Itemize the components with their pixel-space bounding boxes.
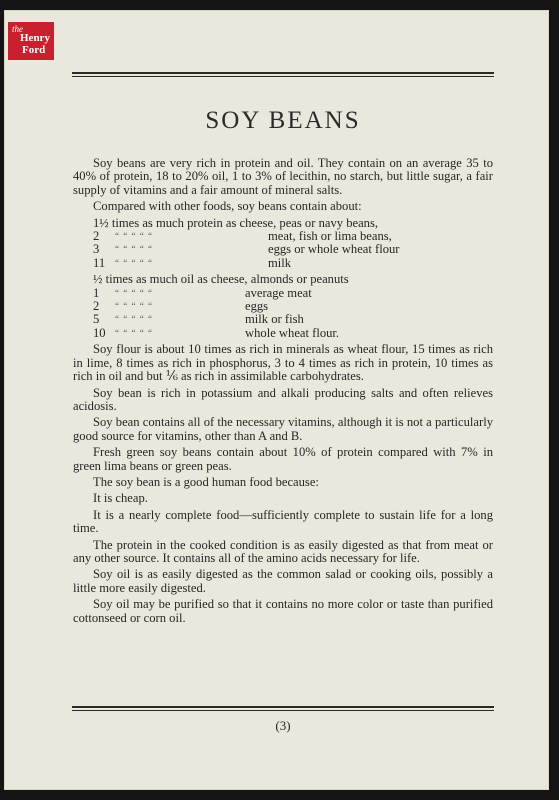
good-food-paragraph: The soy bean is a good human food because: (93, 474, 319, 489)
soy-oil-digest-paragraph: Soy oil is as easily digested as the common salad or cooking oils, possibly a little more easily digested. (73, 567, 493, 595)
oil-multiplier: 2 (93, 299, 100, 314)
oil-comparison (93, 273, 493, 340)
ditto-marks: “ “ “ “ “ (115, 287, 153, 298)
ditto-marks: “ “ “ “ “ (115, 327, 153, 338)
protein-comparison (93, 217, 493, 271)
oil-row (93, 300, 493, 313)
protein-multiplier: 11 (93, 255, 106, 270)
protein-row (93, 257, 493, 270)
oil-multiplier: 5 (93, 312, 100, 327)
ditto-marks: “ “ “ “ “ (115, 257, 153, 268)
oil-row (93, 313, 493, 326)
ditto-marks: “ “ “ “ “ (115, 301, 153, 312)
bottom-double-rule (72, 706, 494, 712)
protein-row (93, 230, 493, 243)
oil-item: whole wheat flour. (245, 325, 340, 340)
oil-row (93, 287, 493, 300)
protein-multiplier: 3 (93, 242, 100, 257)
oil-item: milk or fish (245, 312, 304, 327)
oil-multiplier: 10 (93, 325, 106, 340)
soy-flour-paragraph: Soy flour is about 10 times as rich in minerals as wheat flour, 15 times as rich in lime, 8 times as rich in phosphorus, 3 to 4 times as rich in protein, 10 times as rich in oil and but ⅙ as rich in assimilable carbohydrates. (73, 342, 493, 384)
soy-oil-purified-paragraph: Soy oil may be purified so that it contains no more color or taste than purified cottonseed or corn oil. (73, 597, 493, 625)
potassium-paragraph: Soy bean is rich in potassium and alkali producing salts and often relieves acidosis. (73, 385, 493, 413)
oil-item: eggs (245, 299, 269, 314)
oil-first-row: ½ times as much oil as cheese, almonds or peanuts (93, 272, 349, 287)
article-body (73, 157, 493, 628)
protein-row (93, 243, 493, 256)
ditto-marks: “ “ “ “ “ (115, 244, 153, 255)
logo-line-1: the (12, 24, 23, 34)
page-number: (3) (275, 718, 291, 733)
protein-digest-paragraph: The protein in the cooked condition is as easily digested as that from meat or any other source. It contains all of the amino acids necessary for life. (73, 537, 493, 565)
intro-paragraph: Soy beans are very rich in protein and oil. They contain on an average 35 to 40% of protein, 18 to 20% oil, 1 to 3% of lecithin, no starch, but little sugar, a fair supply of vitamins and a fair amount of mineral salts. (73, 156, 493, 197)
protein-item: meat, fish or lima beans, (268, 229, 392, 244)
page-title: SOY BEANS (205, 107, 361, 134)
logo-line-2: Henry (20, 32, 50, 44)
oil-row (93, 327, 493, 340)
ditto-marks: “ “ “ “ “ (115, 314, 153, 325)
compared-heading: Compared with other foods, soy beans contain about: (93, 199, 362, 214)
protein-first-row: 1½ times as much protein as cheese, peas or navy beans, (93, 215, 379, 230)
cheap-paragraph: It is cheap. (93, 491, 148, 506)
oil-multiplier: 1 (93, 285, 100, 300)
logo-line-3: Ford (22, 44, 46, 56)
protein-item: milk (268, 255, 292, 270)
protein-multiplier: 2 (93, 229, 100, 244)
top-double-rule (72, 72, 494, 78)
green-beans-paragraph: Fresh green soy beans contain about 10% of protein compared with 7% in green lima beans or green peas. (73, 445, 493, 473)
protein-item: eggs or whole wheat flour (268, 242, 400, 257)
complete-food-paragraph: It is a nearly complete food—sufficiently complete to sustain life for a long time. (73, 507, 493, 536)
oil-item: average meat (245, 285, 312, 300)
ditto-marks: “ “ “ “ “ (115, 231, 153, 242)
vitamins-paragraph: Soy bean contains all of the necessary vitamins, although it is not a particularly good source for vitamins, other than A and B. (73, 415, 493, 443)
henry-ford-logo (8, 22, 54, 60)
